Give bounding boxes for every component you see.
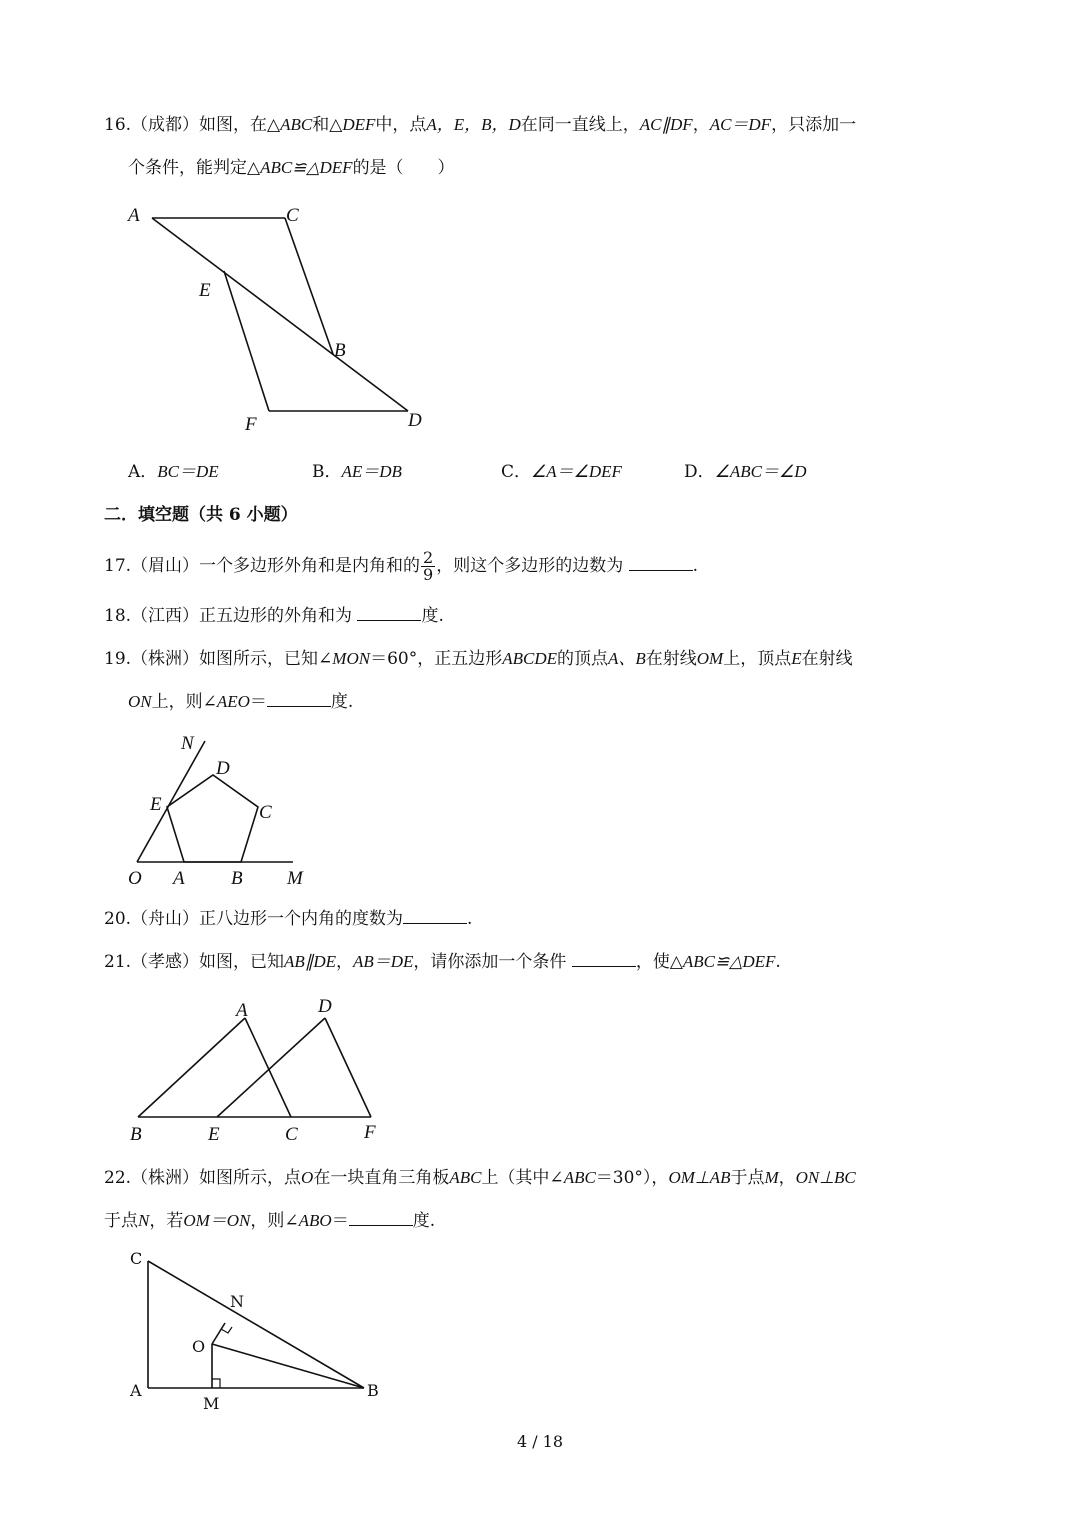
q18-answer-blank[interactable]: [357, 604, 421, 621]
q22-triangle: ABC: [449, 1168, 482, 1187]
q20-text: .: [467, 909, 473, 929]
option-text: ∠A＝∠DEF: [531, 462, 622, 481]
q22-text: 度.: [412, 1211, 436, 1231]
q16-text: ，只添加一: [771, 115, 857, 135]
fraction-numerator: 2: [423, 548, 434, 567]
q22-line-cb: [148, 1261, 364, 1388]
q21-label-b: B: [130, 1124, 142, 1145]
q22-perpendicular: ON⊥BC: [795, 1168, 856, 1187]
q19-angle: AEO: [216, 692, 250, 711]
q22-text: 在一块直角三角板: [313, 1168, 450, 1188]
q22-number: 22.: [104, 1168, 132, 1188]
q19-text: 在射线: [801, 649, 853, 669]
q19-line1: [104, 647, 853, 671]
q20-line: [104, 907, 472, 931]
q21-congruence: ABC≌△DEF: [682, 952, 776, 971]
q22-label-b: B: [367, 1381, 379, 1400]
q21-text: ，请你添加一个条件: [413, 952, 567, 972]
q16-text: 如图，在△: [199, 115, 281, 135]
q16-parallel: AC∥DF: [639, 115, 693, 134]
page-number: 4 / 18: [516, 1432, 564, 1451]
option-text: BC＝DE: [157, 462, 219, 481]
q16-number: 16.: [104, 115, 132, 135]
q16-label-e: E: [199, 280, 211, 301]
q19-ray-on: [137, 741, 205, 862]
q19-text: 上，顶点: [723, 649, 792, 669]
q19-ray: OM: [696, 649, 724, 668]
q16-text: 个条件，能判定△: [128, 158, 261, 178]
q19-text: ＝60°，正五边形: [370, 649, 503, 669]
option-text: ∠ABC＝∠D: [714, 462, 807, 481]
q18-source: （江西）: [131, 606, 200, 626]
q21-line-ba: [138, 1018, 245, 1117]
q19-answer-blank[interactable]: [267, 690, 331, 707]
option-letter: D．: [684, 462, 715, 482]
q16-label-a: A: [128, 205, 140, 226]
q19-pentagon-name: ABCDE: [502, 649, 557, 668]
q21-line-df: [325, 1018, 371, 1117]
q21-number: 21.: [104, 952, 132, 972]
q22-label-a: A: [130, 1381, 142, 1400]
q17-source: （眉山）: [131, 556, 200, 576]
q16-label-c: C: [286, 205, 299, 226]
q19-label-c: C: [259, 802, 272, 823]
fraction-denominator: 9: [423, 565, 434, 584]
q16-text: 的是（ ）: [352, 158, 455, 178]
q19-text: 上，则∠: [151, 692, 217, 712]
q22-right-angle-m: [212, 1379, 220, 1388]
q21-text: ，: [335, 952, 353, 972]
q17-text: ，则这个多边形的边数为: [436, 556, 624, 576]
q21-answer-blank[interactable]: [572, 950, 636, 967]
q16-triangle-abc: ABC: [280, 115, 313, 134]
q22-point: O: [301, 1168, 314, 1187]
q22-source: （株洲）: [131, 1168, 200, 1188]
q19-label-o: O: [128, 868, 142, 889]
q21-line-ed: [217, 1018, 325, 1117]
q19-label-a: A: [173, 868, 185, 889]
q16-label-b: B: [334, 340, 346, 361]
q22-point: N: [138, 1211, 150, 1230]
q21-text: .: [775, 952, 781, 972]
q18-text: 正五边形的外角和为: [199, 606, 353, 626]
q22-equal: OM＝ON: [183, 1211, 251, 1230]
q19-pentagon: [167, 775, 258, 862]
q22-text: 如图所示，点: [199, 1168, 302, 1188]
q16-text: 在同一直线上，: [520, 115, 640, 135]
q16-label-d: D: [408, 410, 422, 431]
q16-congruence: ABC≌△DEF: [260, 158, 353, 177]
option-letter: B．: [312, 462, 342, 482]
q20-answer-blank[interactable]: [403, 907, 467, 924]
q21-label-c: C: [285, 1124, 298, 1145]
q22-label-c: C: [130, 1249, 143, 1268]
q19-text: 度.: [330, 692, 354, 712]
q20-source: （舟山）: [131, 909, 200, 929]
q22-line-ob: [212, 1344, 364, 1388]
q21-text: 如图，已知: [199, 952, 285, 972]
q16-option-d: [684, 460, 807, 484]
q19-source: （株洲）: [131, 649, 200, 669]
q21-label-f: F: [364, 1122, 376, 1143]
q16-source: （成都）: [131, 115, 200, 135]
q21-label-d: D: [318, 996, 332, 1017]
q19-label-d: D: [216, 758, 230, 779]
q16-label-f: F: [245, 414, 257, 435]
q22-text: ，若: [149, 1211, 184, 1231]
q16-text: 和△: [312, 115, 343, 135]
q17-fraction: [421, 550, 435, 583]
q22-angle: ABC: [563, 1168, 596, 1187]
q21-text: ，使△: [635, 952, 683, 972]
option-text: AE＝DB: [341, 462, 402, 481]
q22-perpendicular: OM⊥AB: [668, 1168, 731, 1187]
q16-triangle-def: DEF: [342, 115, 376, 134]
q22-label-m: M: [203, 1394, 220, 1413]
q16-line-ef: [224, 271, 269, 411]
q19-ray: ON: [128, 692, 152, 711]
q19-text: 如图所示，已知∠: [199, 649, 333, 669]
q16-option-a: [128, 460, 219, 484]
q19-line2: [128, 690, 353, 714]
q22-label-n: N: [230, 1292, 244, 1311]
q22-text: ＝30°），: [595, 1168, 669, 1188]
q22-text: ，: [778, 1168, 796, 1188]
option-letter: A．: [128, 462, 158, 482]
q19-label-e: E: [150, 794, 162, 815]
q16-text: ，: [692, 115, 710, 135]
q16-points: A，E，B，D: [426, 115, 521, 134]
q22-answer-blank[interactable]: [349, 1209, 413, 1226]
q17-line: [104, 550, 698, 583]
q21-line-ac: [245, 1018, 291, 1117]
q21-label-a: A: [236, 1000, 248, 1021]
q22-point: M: [764, 1168, 779, 1187]
q22-text: 上（其中∠: [481, 1168, 564, 1188]
q16-line-cb: [285, 218, 333, 354]
q19-label-m: M: [287, 868, 303, 889]
q22-text: 于点: [104, 1211, 138, 1231]
q19-points: A、B: [608, 649, 646, 668]
q17-number: 17.: [104, 556, 132, 576]
q19-text: 的顶点: [557, 649, 608, 669]
q22-line2: [104, 1209, 435, 1233]
q22-label-o: O: [192, 1337, 206, 1356]
section-heading: 二．填空题（共 6 小题）: [104, 505, 298, 525]
q17-text: .: [692, 556, 699, 576]
q19-label-n: N: [181, 733, 194, 754]
q16-equal: AC＝DF: [709, 115, 772, 134]
q22-line1: [104, 1166, 856, 1190]
q21-equal: AB＝DE: [352, 952, 414, 971]
q20-number: 20.: [104, 909, 132, 929]
q19-label-b: B: [231, 868, 243, 889]
q22-text: 于点: [730, 1168, 765, 1188]
q18-line: [104, 604, 444, 628]
q16-line-ad: [152, 218, 408, 411]
q21-line: [104, 950, 781, 974]
q19-text: 在射线: [645, 649, 697, 669]
q19-number: 19.: [104, 649, 132, 669]
q19-point: E: [791, 649, 802, 668]
q17-answer-blank[interactable]: [629, 554, 693, 571]
q22-text: ，则∠: [250, 1211, 299, 1231]
q16-option-b: [312, 460, 402, 484]
q16-text: 中，点: [375, 115, 427, 135]
q22-text: ＝: [331, 1211, 349, 1231]
q19-text: ＝: [249, 692, 267, 712]
q18-text: 度.: [421, 606, 444, 626]
option-letter: C．: [501, 462, 532, 482]
q21-parallel: AB∥DE: [284, 952, 336, 971]
q17-text: 一个多边形外角和是内角和的: [199, 556, 421, 576]
q16-option-c: [501, 460, 622, 484]
q21-label-e: E: [208, 1124, 220, 1145]
q18-number: 18.: [104, 606, 132, 626]
q21-source: （孝感）: [131, 952, 200, 972]
q19-angle: MON: [332, 649, 371, 668]
q20-text: 正八边形一个内角的度数为: [199, 909, 404, 929]
q22-angle: ABO: [298, 1211, 332, 1230]
q22-line-on: [212, 1323, 225, 1344]
